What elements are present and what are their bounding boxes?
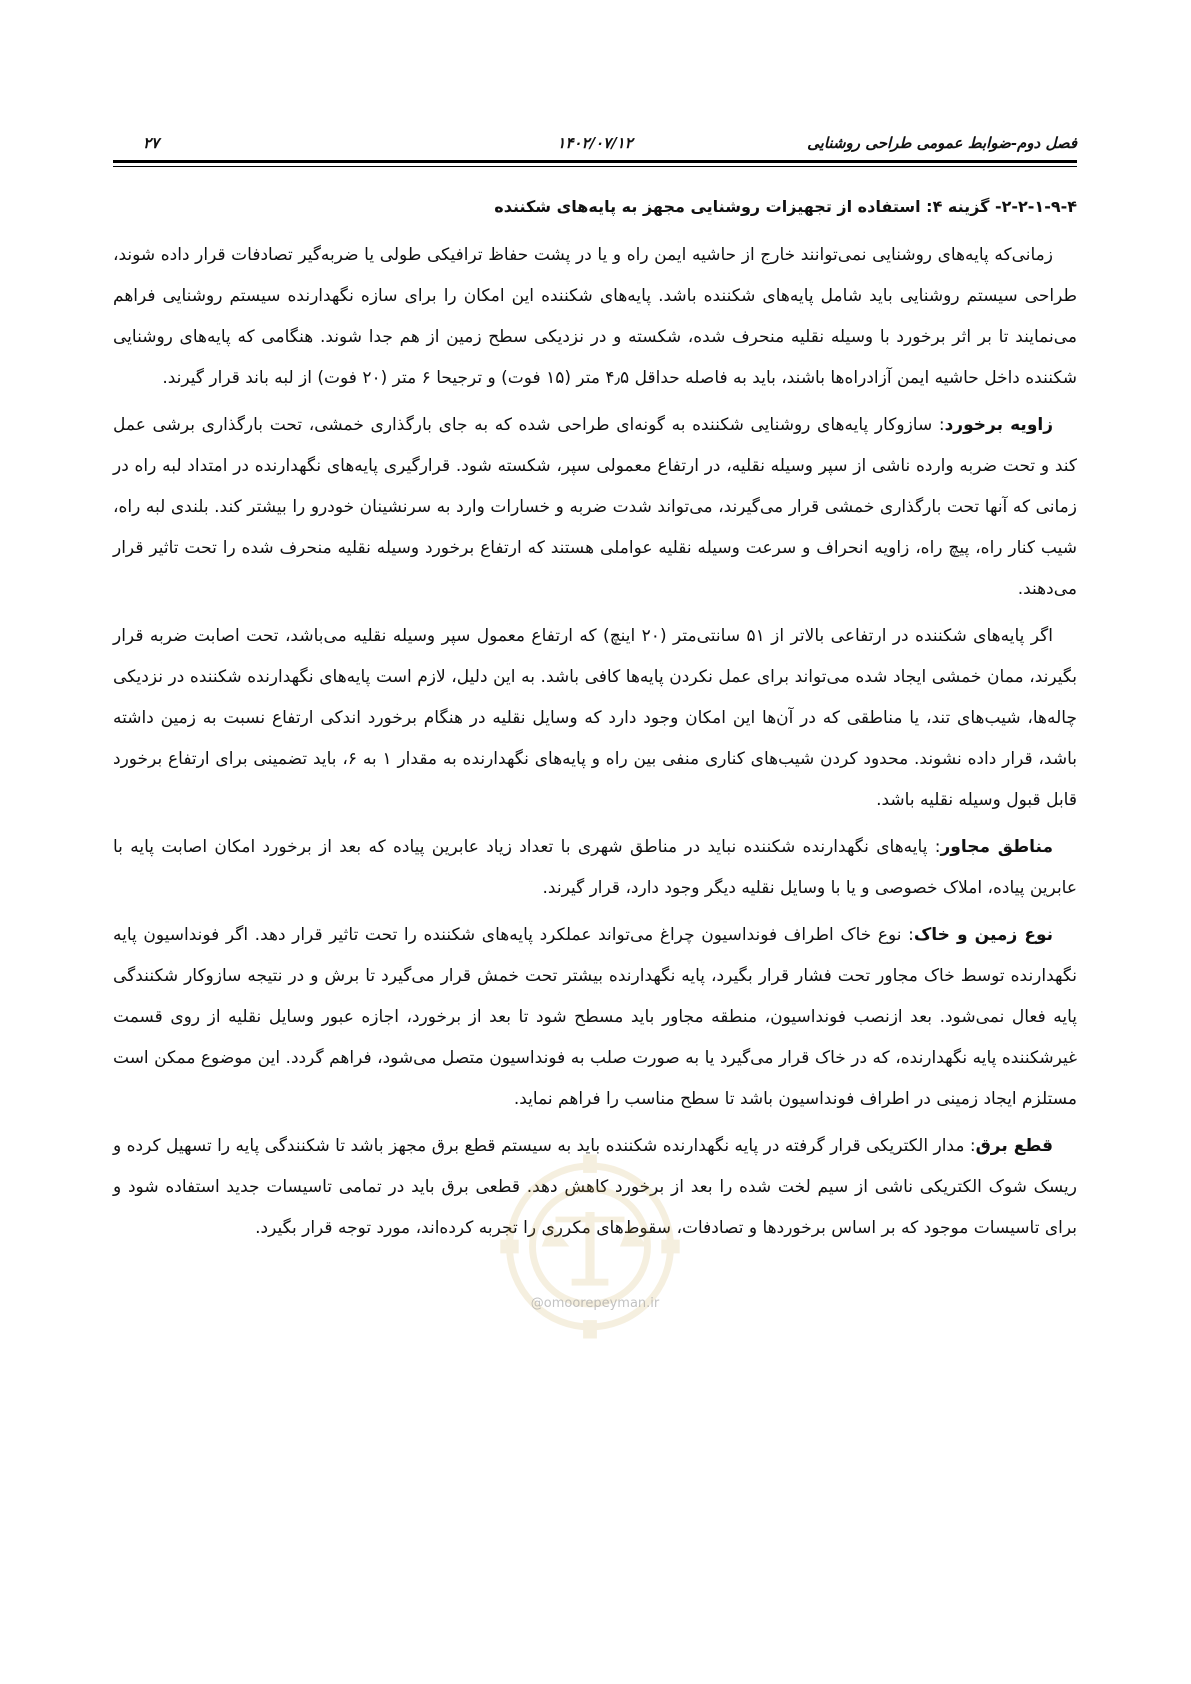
paragraph-bending-moment xyxy=(113,616,1077,821)
paragraph-intro xyxy=(113,235,1077,399)
paragraph-impact-angle xyxy=(113,405,1077,610)
header-rule-thick xyxy=(113,160,1077,163)
chapter-title: فصل دوم-ضوابط عمومی طراحی روشنایی xyxy=(807,134,1077,152)
watermark-text: @omoorepeyman.ir xyxy=(530,1296,660,1311)
paragraph-adjacent-areas xyxy=(113,827,1077,909)
paragraph-text: : نوع خاک اطراف فونداسیون چراغ می‌تواند عملکرد پایه‌های شکننده را تحت تاثیر قرار دهد. اگر فونداسیون پایه نگهدارنده توسط خاک مجاور تحت فشار قرار بگیرد، پایه نگهدارنده بیشتر تحت خمش قرار می‌گیرد تا برش و در نتیجه سازوکار شکنندگی پایه فعال نمی‌شود. بعد ازنصب فونداسیون، منطقه مجاور باید مسطح شود تا بعد از برخورد، اجازه عبور وسایل نقلیه از روی قسمت غیرشکننده پایه نگهدارنده، که در خاک قرار می‌گیرد یا به صورت صلب به فونداسیون متصل می‌شود، فراهم گردد. این موضوع ممکن است مستلزم ایجاد زمینی در اطراف فونداسیون باشد تا سطح مناسب را فراهم نماید. xyxy=(113,925,1077,1109)
paragraph-term: زاویه برخورد xyxy=(944,415,1053,435)
page-number: ۲۷ xyxy=(143,134,160,152)
page-body xyxy=(113,186,1077,1255)
paragraph-text: زمانی‌که پایه‌های روشنایی نمی‌توانند خارج از حاشیه ایمن راه و یا در پشت حفاظ ترافیکی طولی یا ضربه‌گیر تصادفات قرار داده شوند، طراحی سیستم روشنایی باید شامل پایه‌های شکننده باشد. پایه‌های شکننده این امکان را برای سازه نگهدارنده سیستم روشنایی فراهم می‌نمایند تا بر اثر برخورد با وسیله نقلیه منحرف شده، شکسته و در نزدیکی سطح زمین از هم جدا شوند. هنگامی که پایه‌های روشنایی شکننده داخل حاشیه ایمن آزادراه‌ها باشند، باید به فاصله حداقل ۴٫۵ متر (۱۵ فوت) و ترجیحا ۶ متر (۲۰ فوت) از لبه باند قرار گیرند. xyxy=(113,245,1077,388)
page-header xyxy=(113,128,1077,156)
paragraph-text: : مدار الکتریکی قرار گرفته در پایه نگهدارنده شکننده باید به سیستم قطع برق مجهز باشد تا شکنندگی پایه را تسهیل کرده و ریسک شوک الکتریکی ناشی از سیم لخت شده را بعد از برخورد کاهش دهد. قطعی برق باید در تمامی تاسیسات جدید استفاده شود و برای تاسیسات موجود که بر اساس برخوردها و تصادفات، سقوط‌های مکرری را تجربه کرده‌اند، مورد توجه قرار بگیرد. xyxy=(113,1136,1077,1238)
paragraph-power-cutoff xyxy=(113,1126,1077,1249)
paragraph-term: مناطق مجاور xyxy=(940,837,1053,857)
paragraph-text: اگر پایه‌های شکننده در ارتفاعی بالاتر از ۵۱ سانتی‌متر (۲۰ اینچ) که ارتفاع معمول سپر وسیله نقلیه می‌باشد، تحت اصابت ضربه قرار بگیرند، ممان خمشی ایجاد شده می‌تواند برای عمل نکردن پایه‌ها کافی باشد. به این دلیل، لازم است پایه‌های نگهدارنده شکننده در نزدیکی چاله‌ها، شیب‌های تند، یا مناطقی که در آن‌ها این امکان وجود دارد که وسایل نقلیه در هنگام برخورد اندکی ارتفاع نسبت به زمین داشته باشد، قرار داده نشوند. محدود کردن شیب‌های کناری منفی بین راه و پایه‌های نگهدارنده به مقدار ۱ به ۶، باید تضمینی برای ارتفاع برخورد قابل قبول وسیله نقلیه باشد. xyxy=(113,626,1077,810)
header-date: ۱۴۰۲/۰۷/۱۲ xyxy=(557,134,633,152)
paragraph-term: قطع برق xyxy=(975,1136,1054,1156)
header-rule-thin xyxy=(113,166,1077,167)
paragraph-soil-type xyxy=(113,915,1077,1120)
paragraph-text: : سازوکار پایه‌های روشنایی شکننده به گونه‌ای طراحی شده که به جای بارگذاری خمشی، تحت بارگذاری برشی عمل کند و تحت ضربه وارده ناشی از سپر وسیله نقلیه، در ارتفاع معمولی سپر، شکسته شود. قرارگیری پایه‌های نگهدارنده در امتداد لبه راه در زمانی که آنها تحت بارگذاری خمشی قرار می‌گیرند، می‌تواند شدت ضربه و خسارات وارد به سرنشینان خودرو را بیشتر کند. بلندی لبه راه، شیب کنار راه، پیچ راه، زاویه انحراف و سرعت وسیله نقلیه عواملی هستند که ارتفاع برخورد وسیله نقلیه منحرف شده را تحت تاثیر قرار می‌دهند. xyxy=(113,415,1077,599)
paragraph-term: نوع زمین و خاک xyxy=(913,925,1053,945)
paragraph-text: : پایه‌های نگهدارنده شکننده نباید در مناطق شهری با تعداد زیاد عابرین پیاده که بعد از برخورد امکان اصابت پایه با عابرین پیاده، املاک خصوصی و یا با وسایل نقلیه دیگر وجود دارد، قرار گیرند. xyxy=(113,837,1077,898)
section-heading: ۲-۲-۱-۹-۴- گزینه ۴: استفاده از تجهیزات روشنایی مجهز به پایه‌های شکننده xyxy=(494,197,1077,216)
